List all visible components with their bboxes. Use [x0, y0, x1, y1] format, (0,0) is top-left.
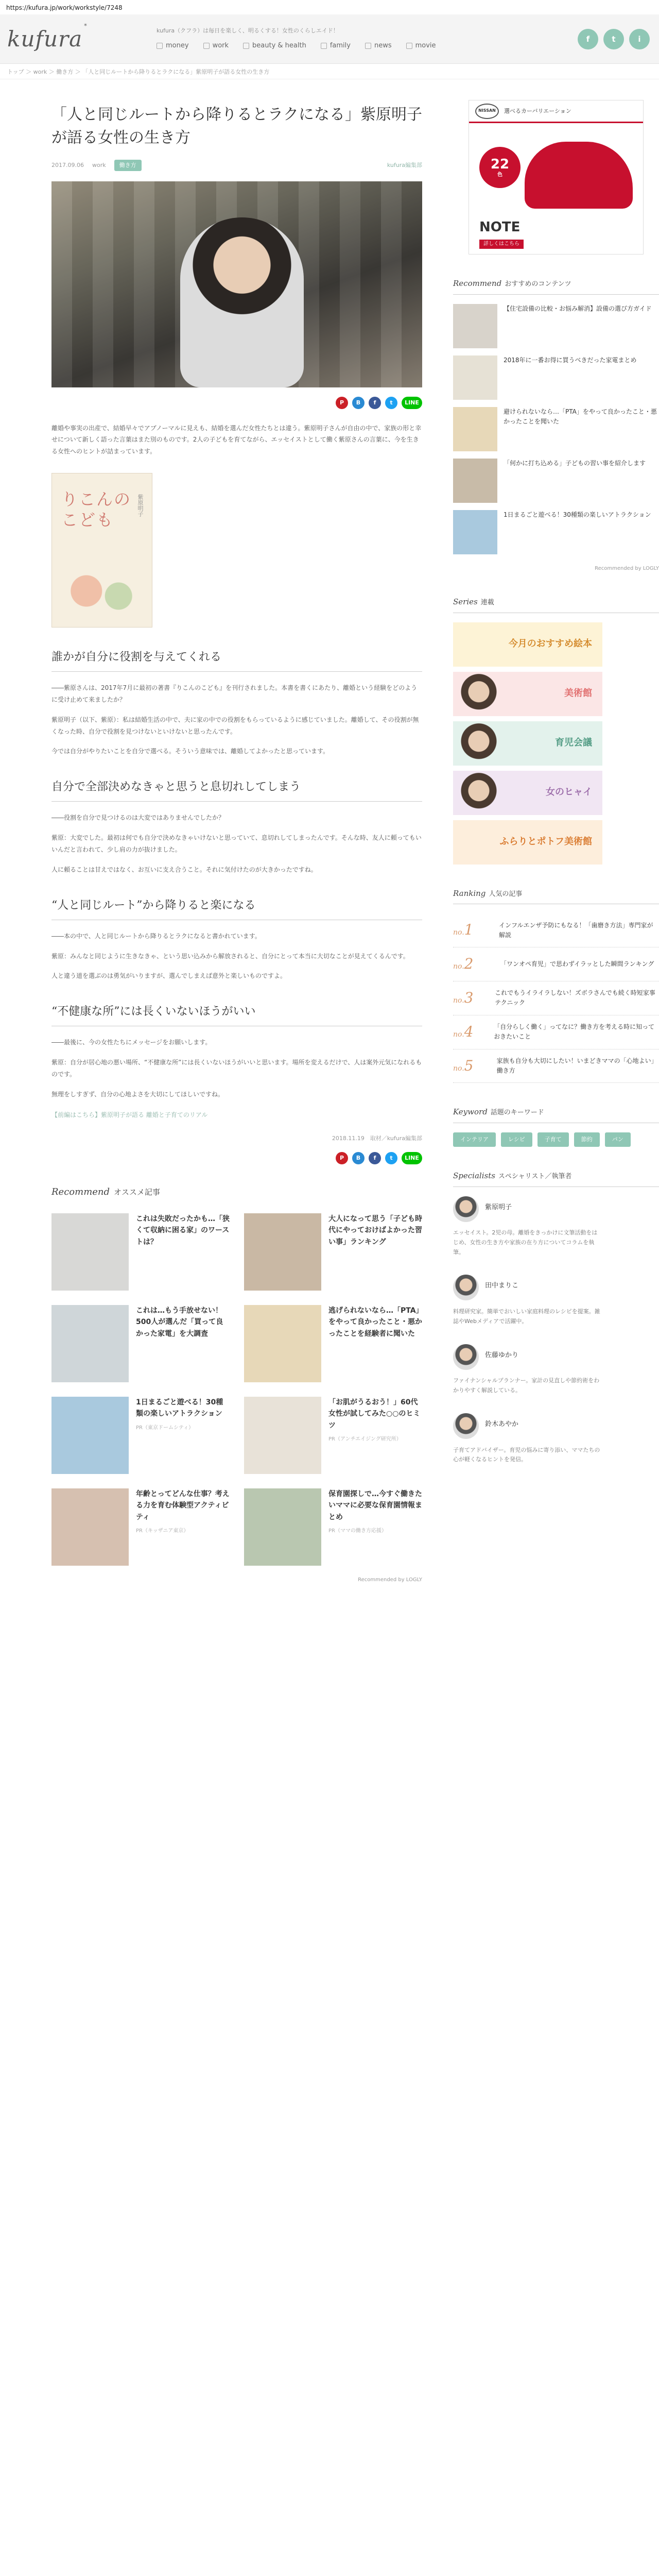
beauty-icon: [243, 43, 249, 49]
recommended-card[interactable]: [244, 1305, 422, 1382]
recommended-thumbnail: [244, 1213, 321, 1291]
ranking-number: no.3: [453, 989, 474, 1006]
nav-money[interactable]: money: [157, 41, 189, 52]
recommended-title: 年齢とってどんな仕事？考える力を育む体験型アクティビティ: [136, 1490, 230, 1521]
money-icon: [157, 43, 163, 49]
ad-header: [469, 100, 643, 123]
section-3-para: 人と違う道を選ぶのは勇気がいりますが、選んでしまえば意外と楽しいものですよ。: [51, 972, 287, 980]
specialist-item[interactable]: 佐藤ゆかり ファイナンシャルプランナー。家計の見直しや節約術をわかりやすく解説している。: [453, 1344, 659, 1396]
line-share-icon[interactable]: LINE: [402, 397, 422, 409]
article-main: [51, 79, 422, 1584]
ranking-item[interactable]: no.4 「自分らしく働く」ってなに？働き方を考える時に知っておきたいこと: [453, 1015, 659, 1049]
series-banner[interactable]: ふらりとポトフ美術館: [453, 820, 602, 865]
book-illustration: [62, 565, 143, 617]
article-intro: 離婚や事実の出産で、結婚早々でアブノーマルに見えも、結婚を選んだ女性たちとは違う。紫原明子さんが自由の中で、家族の形と幸せについて新しく語った言葉はまた別のものです。2人の子どもを育てながら、エッセイストとして働く紫原さんの言葉に、今を生きる女性へのヒントが詰まっています。: [51, 424, 422, 455]
recommended-card[interactable]: [51, 1488, 230, 1566]
ad-car-image: [525, 142, 633, 209]
facebook-share-icon[interactable]: f: [369, 1152, 381, 1164]
recommended-pr: PR（ママの働き方応援）: [328, 1528, 387, 1534]
series-banner[interactable]: 女のヒャイ: [453, 771, 602, 815]
share-buttons: [51, 397, 422, 409]
recommended-pr: PR（東京ドームシティ）: [136, 1425, 194, 1431]
share-buttons-bottom: [51, 1152, 422, 1164]
work-icon: [203, 43, 210, 49]
sidebar-thumbnail: [453, 510, 497, 554]
hatena-icon[interactable]: B: [352, 1152, 365, 1164]
specialist-item[interactable]: 鈴木あやか 子育てアドバイザー。育児の悩みに寄り添い、ママたちの心が軽くなるヒントを発信。: [453, 1413, 659, 1465]
pinterest-icon[interactable]: P: [336, 1152, 348, 1164]
series-banner[interactable]: 今月のおすすめ絵本: [453, 622, 602, 667]
nav-beauty[interactable]: beauty & health: [243, 41, 306, 52]
keywords-heading: Keyword 話題のキーワード: [453, 1106, 659, 1123]
section-4-para: 紫原：自分が居心地の悪い場所、“不健康な所”には長くいないほうがいいと思います。場所を変えるだけで、人は案外元気になれるものです。: [51, 1059, 422, 1078]
ranking-item[interactable]: no.5 家族も自分も大切にしたい！いまどきママの「心地よい」働き方: [453, 1049, 659, 1083]
sidebar-powered-by[interactable]: Recommended by LOGLY: [595, 565, 659, 571]
keyword-tag[interactable]: 節約: [574, 1132, 600, 1147]
hero-portrait: [180, 217, 304, 387]
article-meta: [51, 160, 422, 171]
recommended-card[interactable]: [51, 1213, 230, 1291]
recommended-powered-by[interactable]: Recommended by LOGLY: [358, 1577, 422, 1583]
ad-brand-logo: NISSAN: [475, 104, 499, 119]
ranking-item[interactable]: no.3 これでもうイライラしない！ズボラさんでも続く時短家事テクニック: [453, 981, 659, 1015]
recommended-card[interactable]: [244, 1213, 422, 1291]
keyword-tag[interactable]: レシピ: [501, 1132, 532, 1147]
hatena-icon[interactable]: B: [352, 397, 365, 409]
article-tag[interactable]: 働き方: [114, 160, 142, 171]
address-bar[interactable]: https://kufura.jp/work/workstyle/7248: [6, 4, 123, 11]
site-logo[interactable]: kufura*: [7, 22, 88, 52]
avatar: [453, 1275, 479, 1300]
avatar: [453, 1196, 479, 1222]
article-date: 2017.09.06: [51, 162, 84, 168]
recommended-title: 逃げられないなら…「PTA」をやって良かったこと・悪かったことを経験者に聞いた: [328, 1307, 422, 1338]
recommended-thumbnail: [244, 1488, 321, 1566]
sidebar-thumbnail: [453, 304, 497, 348]
book-cover: [51, 473, 152, 628]
section-4-para: 無理をしすぎず、自分の心地よさを大切にしてほしいですね。: [51, 1090, 224, 1098]
series-heading: Series 連載: [453, 596, 659, 613]
ranking-heading: Ranking 人気の記事: [453, 887, 659, 905]
ad-headline: 選べるカーバリエーション: [504, 107, 571, 114]
ranking-item[interactable]: no.2 「ワンオペ育児」で思わずイラッとした瞬間ランキング: [453, 947, 659, 981]
ranking-number: no.4: [453, 1023, 474, 1040]
article-title: 「人と同じルートから降りるとラクになる」紫原明子が語る女性の生き方: [51, 106, 422, 147]
family-icon: [321, 43, 327, 49]
tagline: kufura（クフラ）は毎日を楽しく、明るくする！女性のくらしエイド！: [157, 27, 339, 35]
keyword-tag[interactable]: 子育て: [537, 1132, 569, 1147]
section-1-para: 今では自分がやりたいことを自分で選べる。そういう意味では、離婚してよかったと思っています。: [51, 748, 330, 755]
ad-cta[interactable]: 詳しくはこちら: [479, 240, 524, 249]
news-icon: [365, 43, 371, 49]
recommended-card[interactable]: [244, 1488, 422, 1566]
recommended-card[interactable]: [51, 1397, 230, 1474]
facebook-share-icon[interactable]: f: [369, 397, 381, 409]
keyword-tag[interactable]: インテリア: [453, 1132, 496, 1147]
header-social: [578, 29, 650, 49]
book-title: りこんのこども: [61, 489, 132, 530]
recommended-card[interactable]: [51, 1305, 230, 1382]
facebook-icon[interactable]: f: [578, 29, 598, 49]
pinterest-icon[interactable]: P: [336, 397, 348, 409]
book-author: 紫原明子: [137, 494, 144, 517]
ad-badge: 22 色: [479, 147, 521, 188]
sidebar-recommended-item[interactable]: 1日まるごと遊べる！30種類の楽しいアトラクション: [453, 510, 659, 554]
recommended-thumbnail: [51, 1305, 129, 1382]
specialists-heading: Specialists スペシャリスト／執筆者: [453, 1170, 659, 1187]
twitter-icon[interactable]: t: [603, 29, 624, 49]
recommended-thumbnail: [244, 1305, 321, 1382]
series-banner[interactable]: 育児会議: [453, 721, 602, 766]
section-1-para: 紫原明子（以下、紫原）：私は結婚生活の中で、夫に家の中での役割をもらっているように感じていました。離婚して、その役割が無くなった時、自分で役割を見つけないといけないと思ったんです。: [51, 716, 419, 735]
nav-movie[interactable]: movie: [406, 41, 436, 52]
article-author[interactable]: kufura編集部: [387, 162, 422, 168]
sidebar-ad[interactable]: [469, 100, 644, 255]
sidebar-recommended-item[interactable]: 「何かに打ち込める」子どもの習い事を紹介します: [453, 459, 659, 503]
movie-icon: [406, 43, 412, 49]
site-header: [0, 14, 659, 64]
sidebar-thumbnail: [453, 355, 497, 400]
sidebar-thumbnail: [453, 459, 497, 503]
sidebar: [453, 79, 659, 1584]
keyword-list: [453, 1132, 659, 1147]
recommended-title: 1日まるごと遊べる！30種類の楽しいアトラクション: [136, 1398, 223, 1418]
recommended-thumbnail: [51, 1488, 129, 1566]
section-heading-4: “不健康な所”には長くいないほうがいい: [51, 1003, 422, 1026]
section-2-para: 紫原：大変でした。最初は何でも自分で決めなきゃいけないと思っていて、息切れしてしまったんです。そんな時、友人に頼ってもいいんだと言われて、少し肩の力が抜けました。: [51, 834, 422, 853]
ranking-number: no.2: [453, 955, 474, 973]
recommended-title: これは…もう手放せない！500人が選んだ「買って良かった家電」を大調査: [136, 1307, 223, 1338]
recommended-title: これは失敗だったかも…「狭くて収納に困る家」のワーストは？: [136, 1215, 230, 1246]
ranking-number: no.5: [453, 1057, 474, 1074]
recommended-thumbnail: [51, 1213, 129, 1291]
nav-work[interactable]: work: [203, 41, 229, 52]
article-category[interactable]: work: [92, 162, 106, 168]
instagram-icon[interactable]: i: [629, 29, 650, 49]
nav-news[interactable]: news: [365, 41, 392, 52]
banner-face: [453, 771, 505, 815]
recommended-title: 保育園探しで…今すぐ働きたいママに必要な保育園情報まとめ: [328, 1490, 422, 1521]
sidebar-recommended-item[interactable]: 【住宅設備の比較・お悩み解消】設備の選び方ガイド: [453, 304, 659, 348]
section-heading-2: 自分で全部決めなきゃと思うと息切れしてしまう: [51, 778, 422, 802]
recommended-thumbnail: [244, 1397, 321, 1474]
avatar: [453, 1344, 479, 1370]
section-2-para: 人に頼ることは甘えではなく、お互いに支え合うこと。それに気付けたのが大きかったですね。: [51, 866, 317, 873]
sidebar-thumbnail: [453, 407, 497, 451]
keyword-tag[interactable]: パン: [605, 1132, 631, 1147]
section-3-para: 紫原：みんなと同じように生きなきゃ、という思い込みから解放されると、自分にとって本当に大切なことが見えてくるんです。: [51, 952, 409, 960]
recommended-pr: PR（アンチエイジング研究所）: [328, 1436, 402, 1443]
ranking-number: no.1: [453, 921, 474, 939]
specialist-item[interactable]: 紫原明子 エッセイスト。2児の母。離婚をきっかけに文筆活動をはじめ、女性の生き方や家族の在り方についてコラムを執筆。: [453, 1196, 659, 1258]
series-banner[interactable]: 美術館: [453, 672, 602, 716]
main-nav: [157, 41, 578, 52]
recommended-grid: [51, 1213, 422, 1566]
section-heading-1: 誰かが自分に役割を与えてくれる: [51, 648, 422, 672]
content-area: [0, 79, 659, 1584]
header-center: [157, 26, 578, 51]
related-article-link[interactable]: 【前編はこちら】紫原明子が語る 離婚と子育てのリアル: [51, 1111, 208, 1119]
recommended-thumbnail: [51, 1397, 129, 1474]
article-footer-date: 2018.11.19 取材／kufura編集部: [332, 1134, 422, 1142]
section-4-para: ――最後に、今の女性たちにメッセージをお願いします。: [51, 1039, 212, 1046]
section-2-para: ――役割を自分で見つけるのは大変ではありませんでしたか？: [51, 814, 225, 822]
recommended-title: 「お肌がうるおう！」60代女性が試してみた○○のヒミツ: [328, 1398, 421, 1430]
section-1-para: ――紫原さんは、2017年7月に最初の著書『りこんのこども』を刊行されました。本書を書くにあたり、離婚という経験をどのように受け止めて来ましたか？: [51, 684, 418, 703]
recommended-title: 大人になって思う「子ども時代にやっておけばよかった習い事」ランキング: [328, 1215, 422, 1246]
ranking-item[interactable]: no.1 インフルエンザ予防にもなる！「歯磨き方法」専門家が解説: [453, 913, 659, 947]
recommended-card[interactable]: [244, 1397, 422, 1474]
breadcrumb[interactable]: トップ ＞ work ＞ 働き方 ＞ 「人と同じルートから降りるとラクになる」紫原明子が語る女性の生き方: [0, 64, 659, 79]
recommended-pr: PR（キッザニア東京）: [136, 1528, 189, 1534]
banner-face: [453, 721, 505, 766]
sidebar-recommended-heading: Recommend おすすめのコンテンツ: [453, 277, 659, 295]
recommended-heading: Recommend オススメ記事: [51, 1187, 160, 1198]
sidebar-recommended-item[interactable]: 避けられないなら…「PTA」をやって良かったこと・悪かったことを聞いた: [453, 407, 659, 451]
sidebar-recommended-item[interactable]: 2018年に一番お得に買うべきだった家電まとめ: [453, 355, 659, 400]
nav-family[interactable]: family: [321, 41, 351, 52]
twitter-share-icon[interactable]: t: [385, 397, 397, 409]
avatar: [453, 1413, 479, 1439]
section-heading-3: “人と同じルート”から降りると楽になる: [51, 896, 422, 920]
specialist-item[interactable]: 田中まりこ 料理研究家。簡単でおいしい家庭料理のレシピを提案。雑誌やWebメディアで活躍中。: [453, 1275, 659, 1326]
hero-image: [51, 181, 422, 387]
ad-model: NOTE: [479, 219, 521, 235]
twitter-share-icon[interactable]: t: [385, 1152, 397, 1164]
section-3-para: ――本の中で、人と同じルートから降りるとラクになると書かれています。: [51, 932, 261, 940]
line-share-icon[interactable]: LINE: [402, 1152, 422, 1164]
banner-face: [453, 672, 505, 716]
